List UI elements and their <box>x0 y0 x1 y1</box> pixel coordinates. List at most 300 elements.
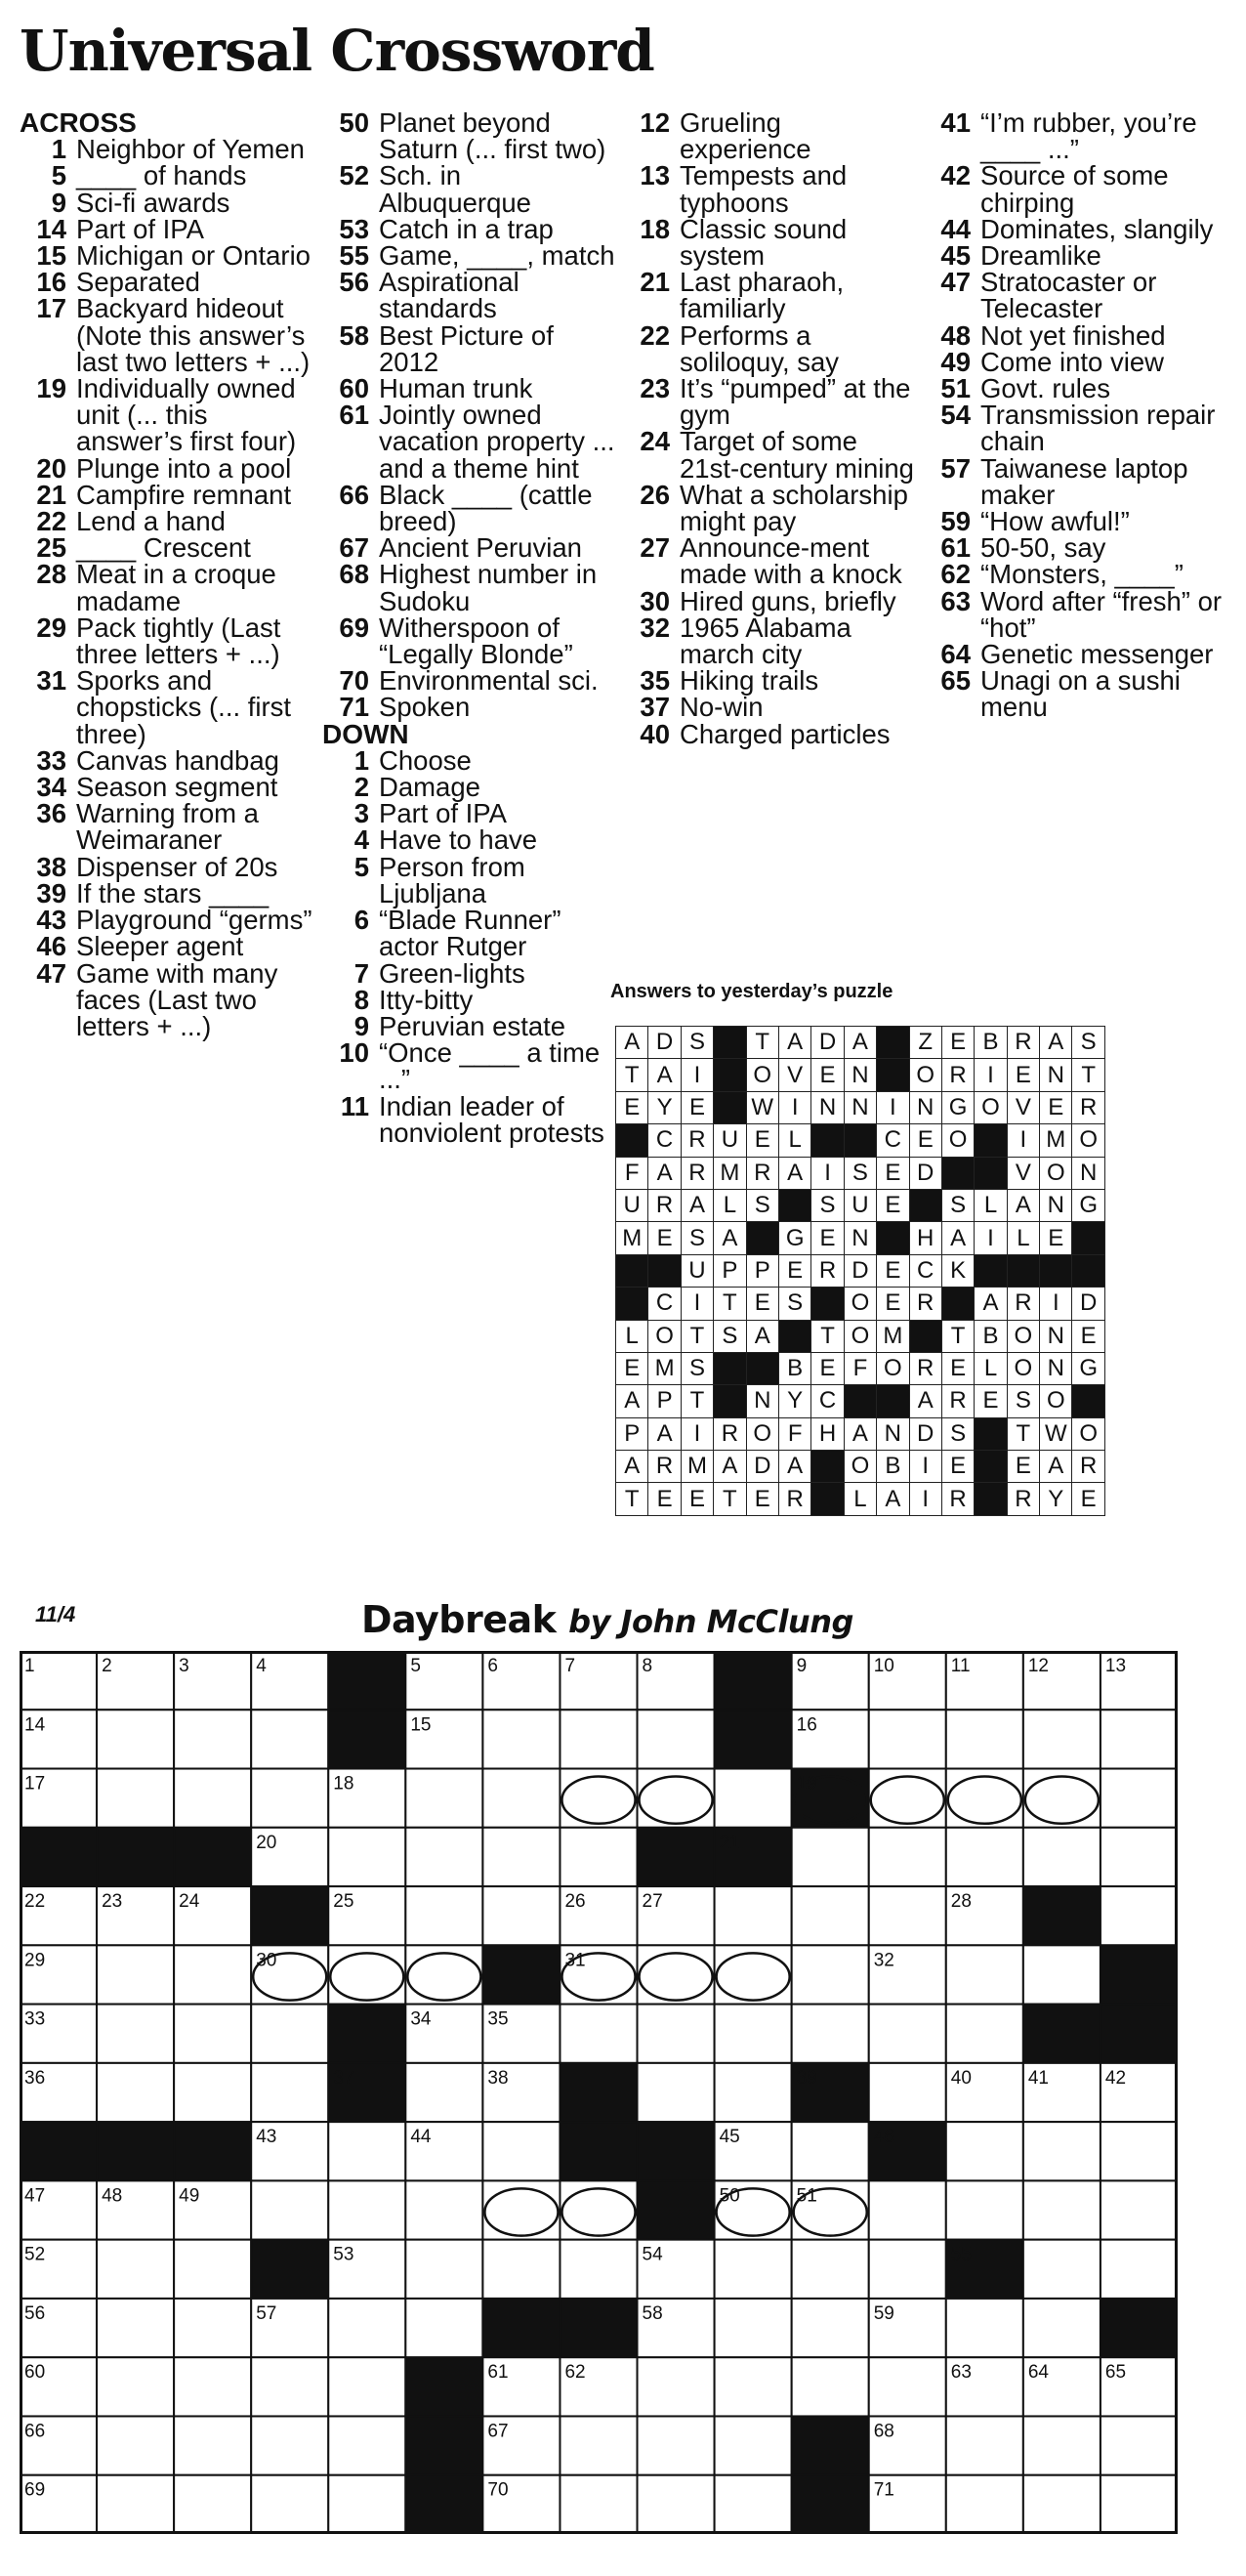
grid-cell[interactable] <box>97 1710 174 1768</box>
grid-cell[interactable] <box>1023 2299 1101 2357</box>
grid-cell[interactable] <box>946 2416 1023 2474</box>
answer-letter: T <box>941 1320 974 1352</box>
grid-cell[interactable] <box>946 2180 1023 2239</box>
grid-cell[interactable] <box>715 2240 792 2299</box>
grid-cell[interactable] <box>792 2299 869 2357</box>
grid-cell[interactable] <box>638 2416 715 2474</box>
clue-number: 61 <box>339 400 369 431</box>
clue-text: Person from Ljubljana <box>379 851 525 908</box>
grid-cell[interactable] <box>560 2416 637 2474</box>
cell-number: 43 <box>256 2127 277 2148</box>
answer-letter: R <box>1007 1483 1039 1515</box>
grid-cell[interactable] <box>638 1710 715 1768</box>
grid-cell[interactable] <box>560 2005 637 2063</box>
cell-number: 1 <box>24 1656 35 1676</box>
clue-number: 3 <box>353 798 369 829</box>
answer-letter: O <box>1072 1417 1104 1450</box>
grid-cell[interactable] <box>174 2475 251 2534</box>
clue-item <box>20 798 312 856</box>
answer-letter: T <box>714 1288 746 1320</box>
grid-cell[interactable] <box>1101 2240 1178 2299</box>
clue-item <box>322 665 615 697</box>
grid-cell[interactable] <box>792 1886 869 1945</box>
grid-cell[interactable] <box>482 1769 560 1828</box>
clue-number: 52 <box>339 160 369 191</box>
answer-black-square <box>811 1124 844 1157</box>
grid-cell[interactable] <box>869 1828 946 1886</box>
clue-number: 34 <box>36 772 66 803</box>
across-header: ACROSS <box>20 107 137 138</box>
clue-number: 47 <box>36 957 66 989</box>
answer-black-square <box>1072 1222 1104 1254</box>
answer-row <box>616 1027 1105 1059</box>
grid-cell[interactable] <box>1101 2475 1178 2534</box>
grid-cell[interactable] <box>638 2475 715 2534</box>
cell-number: 56 <box>24 2302 46 2324</box>
grid-cell[interactable] <box>405 1886 482 1945</box>
puzzle-heading <box>361 1598 853 1641</box>
answer-black-square <box>877 1059 909 1091</box>
cell-number: 2 <box>102 1656 112 1676</box>
grid-cell[interactable] <box>946 2475 1023 2534</box>
answer-letter: S <box>811 1189 844 1221</box>
answer-letter: I <box>975 1222 1007 1254</box>
answer-letter: N <box>746 1385 778 1417</box>
clue-text: It’s “pumped” at the gym <box>680 373 911 431</box>
black-square <box>1101 1945 1178 2004</box>
crossword-grid[interactable] <box>20 1651 1178 2534</box>
answer-letter: I <box>1040 1288 1072 1320</box>
clue-text: Peruvian estate <box>379 1010 566 1041</box>
clue-item <box>623 612 916 670</box>
grid-cell[interactable] <box>482 1710 560 1768</box>
answer-letter: S <box>714 1320 746 1352</box>
grid-cell[interactable] <box>482 1828 560 1886</box>
answer-letter: E <box>877 1288 909 1320</box>
clue-item <box>924 373 1236 404</box>
answer-letter: T <box>616 1059 648 1091</box>
answer-black-square <box>616 1288 648 1320</box>
answer-letter: E <box>616 1091 648 1123</box>
grid-cell[interactable] <box>1101 2180 1178 2239</box>
clue-item <box>322 1090 615 1148</box>
clue-text: Damage <box>379 772 480 803</box>
clue-number: 42 <box>940 160 971 191</box>
grid-cell[interactable] <box>251 2005 328 2063</box>
grid-cell[interactable] <box>1101 1828 1178 1886</box>
grid-cell[interactable] <box>715 2299 792 2357</box>
grid-cell[interactable] <box>97 2416 174 2474</box>
clue-item <box>623 692 916 723</box>
grid-cell[interactable] <box>482 2122 560 2180</box>
answer-letter: N <box>909 1091 941 1123</box>
answer-letter: E <box>909 1124 941 1157</box>
answer-letter: B <box>975 1027 1007 1059</box>
answer-letter: E <box>746 1288 778 1320</box>
grid-cell[interactable] <box>328 2357 405 2416</box>
black-square <box>328 1710 405 1768</box>
answer-letter: B <box>778 1352 810 1384</box>
grid-cell[interactable] <box>715 2005 792 2063</box>
clue-text: Charged particles <box>680 718 891 749</box>
clue-text: ____ of hands <box>76 160 247 191</box>
clue-text: Game, ____, match <box>379 240 615 272</box>
answer-black-square <box>714 1385 746 1417</box>
answer-letter: O <box>844 1288 876 1320</box>
black-square <box>20 2122 97 2180</box>
clue-column-4 <box>924 109 1236 721</box>
grid-cell[interactable] <box>792 2122 869 2180</box>
grid-cell[interactable] <box>638 2357 715 2416</box>
clue-item <box>924 532 1236 564</box>
clue-number: 22 <box>640 319 670 351</box>
answer-letter: E <box>616 1352 648 1384</box>
grid-cell[interactable] <box>405 1769 482 1828</box>
clue-item <box>924 585 1236 643</box>
grid-cell[interactable] <box>328 2122 405 2180</box>
clue-text: Choose <box>379 744 472 776</box>
answer-letter: E <box>877 1157 909 1189</box>
grid-cell[interactable] <box>869 2240 946 2299</box>
grid-cell[interactable] <box>97 2063 174 2122</box>
grid-cell[interactable] <box>97 2475 174 2534</box>
grid-cell[interactable] <box>405 2240 482 2299</box>
clue-item <box>322 559 615 616</box>
answer-letter: O <box>844 1320 876 1352</box>
grid-cell[interactable] <box>638 2063 715 2122</box>
answer-letter: E <box>681 1483 713 1515</box>
grid-cell[interactable] <box>792 1828 869 1886</box>
answer-row <box>616 1288 1105 1320</box>
grid-cell[interactable] <box>328 2299 405 2357</box>
answers-grid <box>615 1026 1105 1516</box>
grid-cell[interactable] <box>405 1828 482 1886</box>
clue-text: Dispenser of 20s <box>76 851 278 882</box>
clue-text: Season segment <box>76 772 278 803</box>
grid-cell[interactable] <box>560 2240 637 2299</box>
grid-cell[interactable] <box>482 2240 560 2299</box>
grid-cell[interactable] <box>1023 1828 1101 1886</box>
puzzle-title: Daybreak <box>361 1598 557 1641</box>
answer-letter: I <box>877 1091 909 1123</box>
answer-letter: Y <box>648 1091 681 1123</box>
clue-number: 9 <box>51 187 66 218</box>
grid-cell[interactable] <box>869 2063 946 2122</box>
cell-number: 3 <box>179 1656 189 1676</box>
grid-cell[interactable] <box>174 1769 251 1828</box>
clue-item <box>623 479 916 537</box>
puzzle-date: 11/4 <box>35 1602 76 1626</box>
clue-number: 21 <box>36 479 66 510</box>
cell-number: 62 <box>564 2362 586 2384</box>
clue-item <box>322 240 615 272</box>
grid-cell[interactable] <box>405 2063 482 2122</box>
clue-number: 71 <box>339 692 369 723</box>
crossword-grid-svg[interactable] <box>20 1651 1178 2534</box>
grid-cell[interactable] <box>405 2180 482 2239</box>
cell-number: 48 <box>102 2185 123 2207</box>
clue-item <box>20 452 312 484</box>
grid-cell[interactable] <box>946 2299 1023 2357</box>
cell-number: 71 <box>873 2479 894 2501</box>
answer-letter: L <box>778 1124 810 1157</box>
grid-cell[interactable] <box>946 2122 1023 2180</box>
grid-cell[interactable] <box>715 1886 792 1945</box>
clue-number: 28 <box>36 559 66 590</box>
grid-cell[interactable] <box>869 1710 946 1768</box>
clue-text: Catch in a trap <box>379 213 554 244</box>
clue-item <box>924 400 1236 457</box>
answer-letter: E <box>746 1483 778 1515</box>
clue-text: Genetic messenger <box>980 639 1214 670</box>
clue-number: 5 <box>353 851 369 882</box>
clue-text: Neighbor of Yemen <box>76 134 305 165</box>
grid-cell[interactable] <box>174 2299 251 2357</box>
answer-letter: N <box>1040 1320 1072 1352</box>
answer-letter: R <box>681 1124 713 1157</box>
clue-number: 21 <box>640 267 670 298</box>
answer-black-square <box>811 1451 844 1483</box>
clue-number: 40 <box>640 718 670 749</box>
answer-letter: R <box>778 1483 810 1515</box>
clue-item <box>322 532 615 564</box>
grid-cell[interactable] <box>792 2005 869 2063</box>
grid-cell[interactable] <box>1101 2416 1178 2474</box>
grid-cell[interactable] <box>251 2475 328 2534</box>
answer-letter: S <box>681 1027 713 1059</box>
cell-number: 44 <box>410 2127 432 2148</box>
grid-cell[interactable] <box>715 1769 792 1828</box>
grid-cell[interactable] <box>251 2416 328 2474</box>
clue-text: Announce-ment made with a knock <box>680 532 902 590</box>
grid-cell[interactable] <box>328 2475 405 2534</box>
grid-cell[interactable] <box>251 2180 328 2239</box>
grid-cell[interactable] <box>946 1710 1023 1768</box>
clue-text: Green-lights <box>379 957 525 989</box>
grid-cell[interactable] <box>97 2357 174 2416</box>
answer-letter: F <box>616 1157 648 1189</box>
grid-cell[interactable] <box>251 1710 328 1768</box>
clue-number: 61 <box>940 532 971 564</box>
clue-number: 25 <box>36 532 66 564</box>
clue-item <box>20 506 312 537</box>
clue-number: 11 <box>340 1090 369 1121</box>
grid-cell[interactable] <box>946 1945 1023 2004</box>
cell-number: 64 <box>1027 2362 1050 2384</box>
grid-cell[interactable] <box>251 2063 328 2122</box>
grid-cell[interactable] <box>97 1769 174 1828</box>
grid-cell[interactable] <box>560 2475 637 2534</box>
answer-letter: E <box>877 1254 909 1287</box>
answer-letter: E <box>1072 1320 1104 1352</box>
cell-number: 17 <box>24 1773 46 1795</box>
clue-text: Canvas handbag <box>76 744 279 776</box>
grid-cell[interactable] <box>1023 2475 1101 2534</box>
grid-cell[interactable] <box>1023 2122 1101 2180</box>
black-square <box>792 2416 869 2474</box>
grid-cell[interactable] <box>97 2240 174 2299</box>
grid-cell[interactable] <box>1101 1769 1178 1828</box>
answer-letter: W <box>746 1091 778 1123</box>
grid-cell[interactable] <box>1023 1710 1101 1768</box>
grid-cell[interactable] <box>946 1828 1023 1886</box>
grid-cell[interactable] <box>1023 2180 1101 2239</box>
grid-cell[interactable] <box>251 2357 328 2416</box>
cell-number: 45 <box>719 2127 740 2148</box>
grid-cell[interactable] <box>792 2357 869 2416</box>
answer-row <box>616 1417 1105 1450</box>
grid-cell[interactable] <box>1023 1945 1101 2004</box>
clue-text: Plunge into a pool <box>76 452 292 484</box>
cell-number: 13 <box>1104 1656 1127 1676</box>
grid-cell[interactable] <box>97 2005 174 2063</box>
grid-cell[interactable] <box>869 2005 946 2063</box>
cell-number: 8 <box>642 1656 653 1676</box>
answer-letter: R <box>714 1417 746 1450</box>
clue-number: 15 <box>36 240 66 272</box>
grid-cell[interactable] <box>97 1945 174 2004</box>
answer-black-square <box>975 1124 1007 1157</box>
grid-cell[interactable] <box>174 1710 251 1768</box>
black-square <box>20 1828 97 1886</box>
grid-cell[interactable] <box>869 1886 946 1945</box>
clue-item <box>20 187 312 218</box>
answer-letter: C <box>648 1288 681 1320</box>
grid-cell[interactable] <box>638 2005 715 2063</box>
answer-letter: A <box>746 1320 778 1352</box>
cell-number: 51 <box>796 2185 817 2207</box>
grid-cell[interactable] <box>792 2240 869 2299</box>
grid-cell[interactable] <box>715 2475 792 2534</box>
clue-text: Classic sound system <box>680 213 848 272</box>
answer-letter: N <box>1040 1059 1072 1091</box>
clue-text: Stratocaster or Telecaster <box>980 267 1157 324</box>
clue-item <box>924 160 1236 218</box>
grid-cell[interactable] <box>251 1769 328 1828</box>
clue-number: 64 <box>940 639 971 670</box>
grid-cell[interactable] <box>715 2357 792 2416</box>
answer-black-square <box>877 1222 909 1254</box>
clue-text: Ancient Peruvian <box>379 532 582 564</box>
cell-number: 29 <box>24 1950 46 1971</box>
clue-number: 31 <box>36 665 66 697</box>
grid-cell[interactable] <box>174 2005 251 2063</box>
grid-cell[interactable] <box>328 2180 405 2239</box>
grid-cell[interactable] <box>482 1886 560 1945</box>
clue-item <box>924 559 1236 590</box>
answer-letter: P <box>746 1254 778 1287</box>
grid-cell[interactable] <box>328 1828 405 1886</box>
clue-text: ____ Crescent <box>76 532 251 564</box>
cell-number: 36 <box>24 2067 46 2089</box>
grid-cell[interactable] <box>97 2299 174 2357</box>
grid-cell[interactable] <box>560 1828 637 1886</box>
grid-cell[interactable] <box>405 2299 482 2357</box>
grid-cell[interactable] <box>869 2180 946 2239</box>
clue-text: Taiwanese laptop maker <box>980 452 1188 510</box>
grid-cell[interactable] <box>174 2063 251 2122</box>
cell-number: 6 <box>487 1656 498 1676</box>
grid-cell[interactable] <box>715 2063 792 2122</box>
clue-item <box>20 240 312 272</box>
answer-letter: A <box>1007 1189 1039 1221</box>
black-square <box>638 2180 715 2239</box>
clue-item <box>20 479 312 510</box>
answer-letter: R <box>1072 1451 1104 1483</box>
answer-letter: U <box>616 1189 648 1221</box>
clue-text: Come into view <box>980 346 1164 377</box>
clue-number: 5 <box>51 160 66 191</box>
answer-letter: L <box>844 1483 876 1515</box>
grid-cell[interactable] <box>328 2416 405 2474</box>
clue-item <box>924 506 1236 537</box>
answer-row <box>616 1189 1105 1221</box>
answer-black-square <box>844 1124 876 1157</box>
grid-cell[interactable] <box>1023 2240 1101 2299</box>
clue-item <box>924 346 1236 377</box>
answer-letter: A <box>616 1385 648 1417</box>
grid-cell[interactable] <box>946 2005 1023 2063</box>
clue-text: Sch. in Albuquerque <box>379 160 531 218</box>
grid-cell[interactable] <box>560 1710 637 1768</box>
grid-cell[interactable] <box>792 1945 869 2004</box>
clue-number: 57 <box>940 452 971 484</box>
answer-letter: G <box>1072 1352 1104 1384</box>
clue-item <box>623 585 916 616</box>
grid-cell[interactable] <box>1023 2416 1101 2474</box>
grid-cell[interactable] <box>1101 1886 1178 1945</box>
answer-letter: N <box>877 1417 909 1450</box>
clue-item <box>623 319 916 377</box>
answer-row <box>616 1254 1105 1287</box>
answer-black-square <box>746 1352 778 1384</box>
answer-black-square <box>877 1385 909 1417</box>
cell-number: 58 <box>642 2302 663 2324</box>
grid-cell[interactable] <box>174 2357 251 2416</box>
clue-text: Source of some chirping <box>980 160 1169 218</box>
clue-item <box>20 134 312 165</box>
answer-black-square <box>714 1027 746 1059</box>
grid-cell[interactable] <box>1101 1710 1178 1768</box>
answer-letter: M <box>648 1352 681 1384</box>
grid-cell[interactable] <box>174 1945 251 2004</box>
clue-number: 24 <box>640 426 670 457</box>
clue-text: Jointly owned vacation property ... and a theme hint <box>379 400 615 484</box>
clue-number: 35 <box>640 665 670 697</box>
answer-letter: A <box>616 1027 648 1059</box>
clue-item <box>20 375 312 455</box>
clue-item <box>322 107 615 165</box>
grid-cell[interactable] <box>1101 2122 1178 2180</box>
clue-text: Separated <box>76 267 200 298</box>
grid-cell[interactable] <box>869 2357 946 2416</box>
clue-text: Lend a hand <box>76 506 226 537</box>
grid-cell[interactable] <box>715 2416 792 2474</box>
grid-cell[interactable] <box>174 2240 251 2299</box>
black-square <box>1101 2005 1178 2063</box>
cell-number: 60 <box>24 2362 46 2384</box>
clue-number: 22 <box>36 506 66 537</box>
cell-number: 50 <box>719 2185 740 2207</box>
clue-number: 46 <box>36 931 66 962</box>
cell-number: 69 <box>24 2479 46 2501</box>
clue-text: Environmental sci. <box>379 665 599 697</box>
clue-item <box>322 213 615 244</box>
grid-cell[interactable] <box>174 2416 251 2474</box>
cell-number: 4 <box>256 1656 267 1676</box>
answer-letter: R <box>681 1157 713 1189</box>
answer-letter: I <box>681 1059 713 1091</box>
